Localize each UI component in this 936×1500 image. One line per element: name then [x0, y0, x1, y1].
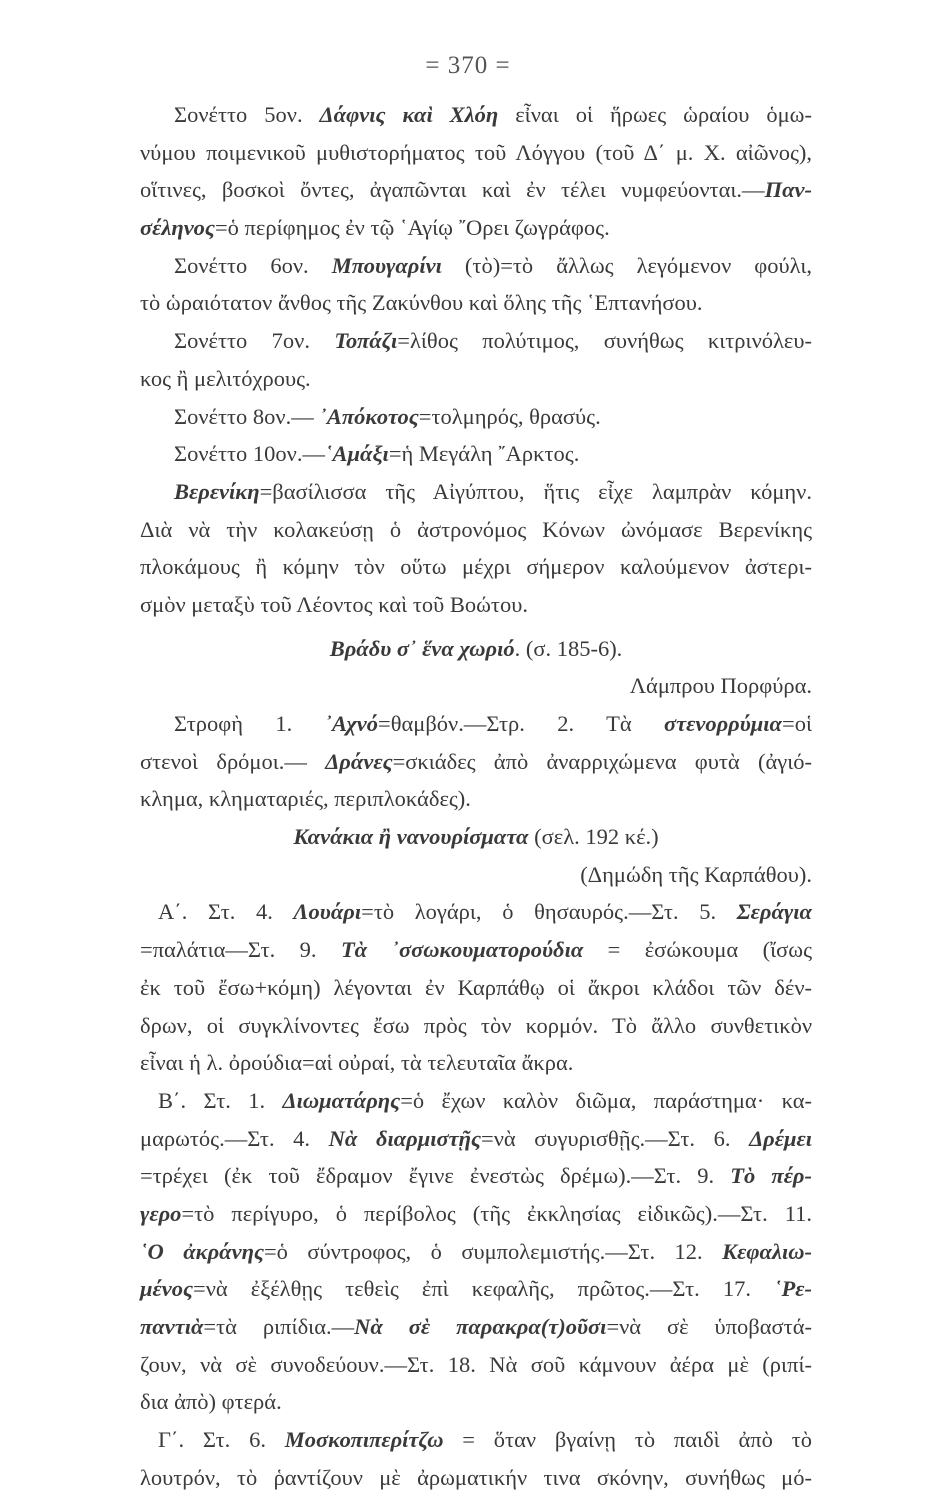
text-line: [140, 1308, 812, 1346]
line-text: σμὸν μεταξὺ τοῦ Λέοντος καὶ τοῦ Βοώτου.: [140, 591, 528, 617]
headword: Κανάκια ἢ νανουρίσματα: [293, 824, 529, 850]
text-line: [140, 667, 812, 705]
headword: Τὰ ᾿σσωκουματορούδια: [340, 937, 584, 963]
text-line: [140, 360, 812, 398]
line-text: (τὸ)=τὸ ἄλλως λεγόμενον φούλι,: [441, 252, 812, 278]
line-text: =ὁ περίφημος ἐν τῷ ῾Αγίῳ ῎Ορει ζωγράφος.: [214, 215, 610, 241]
headword: ῾Ρε-: [774, 1276, 812, 1302]
headword: Νὰ σὲ παρακρα(τ)οῦσι: [354, 1314, 607, 1339]
headword: παντιὰ: [140, 1314, 204, 1339]
line-text: =νὰ ἐξέλθῃς τεθεὶς ἐπὶ κεφαλῆς, πρῶτος.—Στ. 17.: [193, 1276, 775, 1302]
line-text: =ὁ σύντροφος, ὁ συμπολεμιστής.—Στ. 12.: [263, 1238, 723, 1264]
text-line: [140, 1346, 812, 1384]
headword: Κεφαλιω-: [722, 1238, 812, 1264]
line-text: Γ΄. Στ. 6.: [158, 1427, 285, 1453]
text-line: [140, 209, 812, 247]
line-text: Διὰ νὰ τὴν κολακεύσῃ ὁ ἀστρονόμος Κόνων ὠνόμασε Βερενίκης: [140, 516, 812, 542]
headword: γερο: [140, 1200, 182, 1226]
line-text: στενοὶ δρόμοι.—: [140, 748, 326, 774]
page-body-text: [140, 96, 812, 1496]
text-line: [140, 705, 812, 743]
text-line: [140, 1044, 812, 1082]
text-line: [140, 1270, 812, 1308]
line-text: =τὸ περίγυρο, ὁ περίβολος (τῆς ἐκκλησίας εἰδικῶς).—Στ. 11.: [181, 1200, 812, 1226]
line-text: =θαμβόν.—Στρ. 2. Τὰ: [378, 711, 664, 736]
line-text: Β΄. Στ. 1.: [158, 1087, 283, 1113]
headword: ῾Αμάξι: [324, 441, 389, 467]
line-text: =παλάτια—Στ. 9.: [140, 937, 341, 963]
text-line: [140, 1421, 812, 1459]
text-line: [140, 511, 812, 549]
line-text: =τρέχει (ἐκ τοῦ ἔδραμον ἔγινε ἐνεστὼς δρέμω).—Στ. 9.: [140, 1163, 731, 1189]
line-text: ζουν, νὰ σὲ συνοδεύουν.—Στ. 18. Νὰ σοῦ κάμνουν ἀέρα μὲ (ριπί-: [140, 1351, 812, 1377]
line-text: οἵτινες, βοσκοὶ ὄντες, ἀγαπῶνται καὶ ἐν τέλει νυμφεύονται.—: [140, 177, 765, 203]
headword: Τὸ πέρ-: [730, 1163, 813, 1189]
line-text: (Δημώδη τῆς Καρπάθου).: [580, 861, 812, 887]
line-text: δρων, οἱ συγκλίνοντες ἔσω πρὸς τὸν κορμόν. Τὸ ἄλλο συνθετικὸν: [140, 1012, 812, 1038]
text-line: [140, 247, 812, 285]
line-text: =βασίλισσα τῆς Αἰγύπτου, ἥτις εἶχε λαμπρὰν κόμην.: [259, 478, 812, 504]
line-text: Λάμπρου Πορφύρα.: [629, 673, 812, 699]
line-text: Σονέττο 10ον.—: [174, 441, 325, 467]
line-text: εἶναι οἱ ἥρωες ὡραίου ὁμω-: [498, 102, 812, 127]
text-line: [140, 630, 812, 668]
line-text: =ὁ ἔχων καλὸν διῶμα, παράστημα· κα-: [400, 1087, 813, 1113]
line-text: Σονέττο 5ον.: [174, 102, 320, 127]
headword: ῾Ο ἀκράνης: [140, 1238, 264, 1264]
headword: Διωματάρης: [282, 1087, 401, 1113]
text-line: [140, 398, 812, 436]
line-text: Α΄. Στ. 4.: [158, 899, 294, 925]
text-line: [140, 780, 812, 818]
text-line: [140, 856, 812, 894]
text-line: [140, 473, 812, 511]
text-line: [140, 171, 812, 209]
text-line: [140, 1157, 812, 1195]
line-text: πλοκάμους ἢ κόμην τὸν οὕτω μέχρι σήμερον καλούμενον ἀστερι-: [140, 554, 812, 580]
headword: Δράνες: [325, 748, 393, 774]
headword: στενορρύμια: [664, 711, 782, 736]
headword: Βράδυ σ᾿ ἕνα χωριό: [329, 635, 515, 661]
line-text: Σονέττο 6ον.: [174, 252, 332, 278]
text-line: [140, 818, 812, 856]
line-text: . (σ. 185-6).: [514, 635, 623, 661]
headword: ᾿Απόκοτος: [319, 403, 419, 429]
text-line: [140, 1120, 812, 1158]
headword: Βερενίκη: [174, 478, 260, 504]
text-line: [140, 435, 812, 473]
headword: Μπουγαρίνι: [331, 252, 442, 278]
text-line: [140, 96, 812, 134]
headword: Μοσκοπιπερίτζω: [284, 1427, 444, 1453]
line-text: Σονέττο 7ον.: [174, 328, 335, 354]
line-text: δια ἀπὸ) φτερά.: [140, 1389, 282, 1415]
line-text: τὸ ὡραιότατον ἄνθος τῆς Ζακύνθου καὶ ὅλης τῆς ῾Επτανήσου.: [140, 290, 703, 316]
line-text: κλημα, κληματαριές, περιπλοκάδες).: [140, 786, 471, 812]
line-text: Σονέττο 8ον.—: [174, 403, 320, 429]
text-line: [140, 134, 812, 172]
headword: Νὰ διαρμιστῇς: [328, 1125, 482, 1151]
text-line: [140, 931, 812, 969]
line-text: =τὰ ριπίδια.—: [203, 1314, 355, 1339]
line-text: νύμου ποιμενικοῦ μυθιστορήματος τοῦ Λόγγου (τοῦ Δ΄ μ. Χ. αἰῶνος),: [140, 139, 812, 165]
headword: σέληνος: [140, 215, 215, 241]
text-line: [140, 1082, 812, 1120]
text-line: [140, 743, 812, 781]
line-text: =νὰ σὲ ὑποβαστά-: [606, 1314, 812, 1339]
headword: Δάφνις καὶ Χλόη: [319, 102, 499, 127]
line-text: =τὸ λογάρι, ὁ θησαυρός.—Στ. 5.: [361, 899, 737, 925]
headword: Παν-: [764, 177, 812, 203]
text-line: [140, 1233, 812, 1271]
line-text: εἶναι ἡ λ. ὀρούδια=αἱ οὐραί, τὰ τελευταῖα ἄκρα.: [140, 1050, 574, 1076]
line-text: μαρωτός.—Στ. 4.: [140, 1125, 329, 1151]
line-text: ἐκ τοῦ ἔσω+κόμη) λέγονται ἐν Καρπάθῳ οἱ ἄκροι κλάδοι τῶν δέν-: [140, 974, 812, 1000]
line-text: (σελ. 192 κέ.): [528, 824, 659, 850]
line-text: λουτρόν, τὸ ῥαντίζουν μὲ ἀρωματικήν τινα σκόνην, συνήθως μό-: [140, 1464, 812, 1490]
headword: ᾿Αχνό: [324, 711, 379, 736]
line-text: =σκιάδες ἀπὸ ἀναρριχώμενα φυτὰ (ἀγιό-: [392, 748, 813, 774]
text-line: [140, 322, 812, 360]
headword: Σεράγια: [736, 899, 812, 925]
line-text: =λίθος πολύτιμος, συνήθως κιτρινόλευ-: [397, 328, 812, 354]
line-text: =ἡ Μεγάλη ῎Αρκτος.: [388, 441, 580, 467]
text-line: [140, 893, 812, 931]
text-line: [140, 1007, 812, 1045]
text-line: [140, 1459, 812, 1497]
text-line: [140, 1383, 812, 1421]
text-line: [140, 284, 812, 322]
line-text: κος ἢ μελιτόχρους.: [140, 365, 311, 391]
page-number: = 370 =: [425, 52, 511, 79]
headword: Λουάρι: [293, 899, 362, 925]
text-line: [140, 548, 812, 586]
headword: Τοπάζι: [334, 328, 398, 354]
line-text: =νὰ συγυρισθῇς.—Στ. 6.: [481, 1125, 750, 1151]
headword: Δρέμει: [749, 1125, 812, 1151]
text-line: [140, 586, 812, 624]
line-text: Στροφὴ 1.: [174, 711, 325, 736]
text-line: [140, 1195, 812, 1233]
headword: μένος: [140, 1276, 194, 1302]
line-text: =οἱ: [782, 711, 812, 736]
text-line: [140, 969, 812, 1007]
line-text: = ὅταν βγαίνῃ τὸ παιδὶ ἀπὸ τὸ: [443, 1427, 812, 1453]
line-text: =τολμηρός, θρασύς.: [418, 403, 601, 429]
line-text: = ἐσώκουμα (ἴσως: [583, 937, 812, 963]
